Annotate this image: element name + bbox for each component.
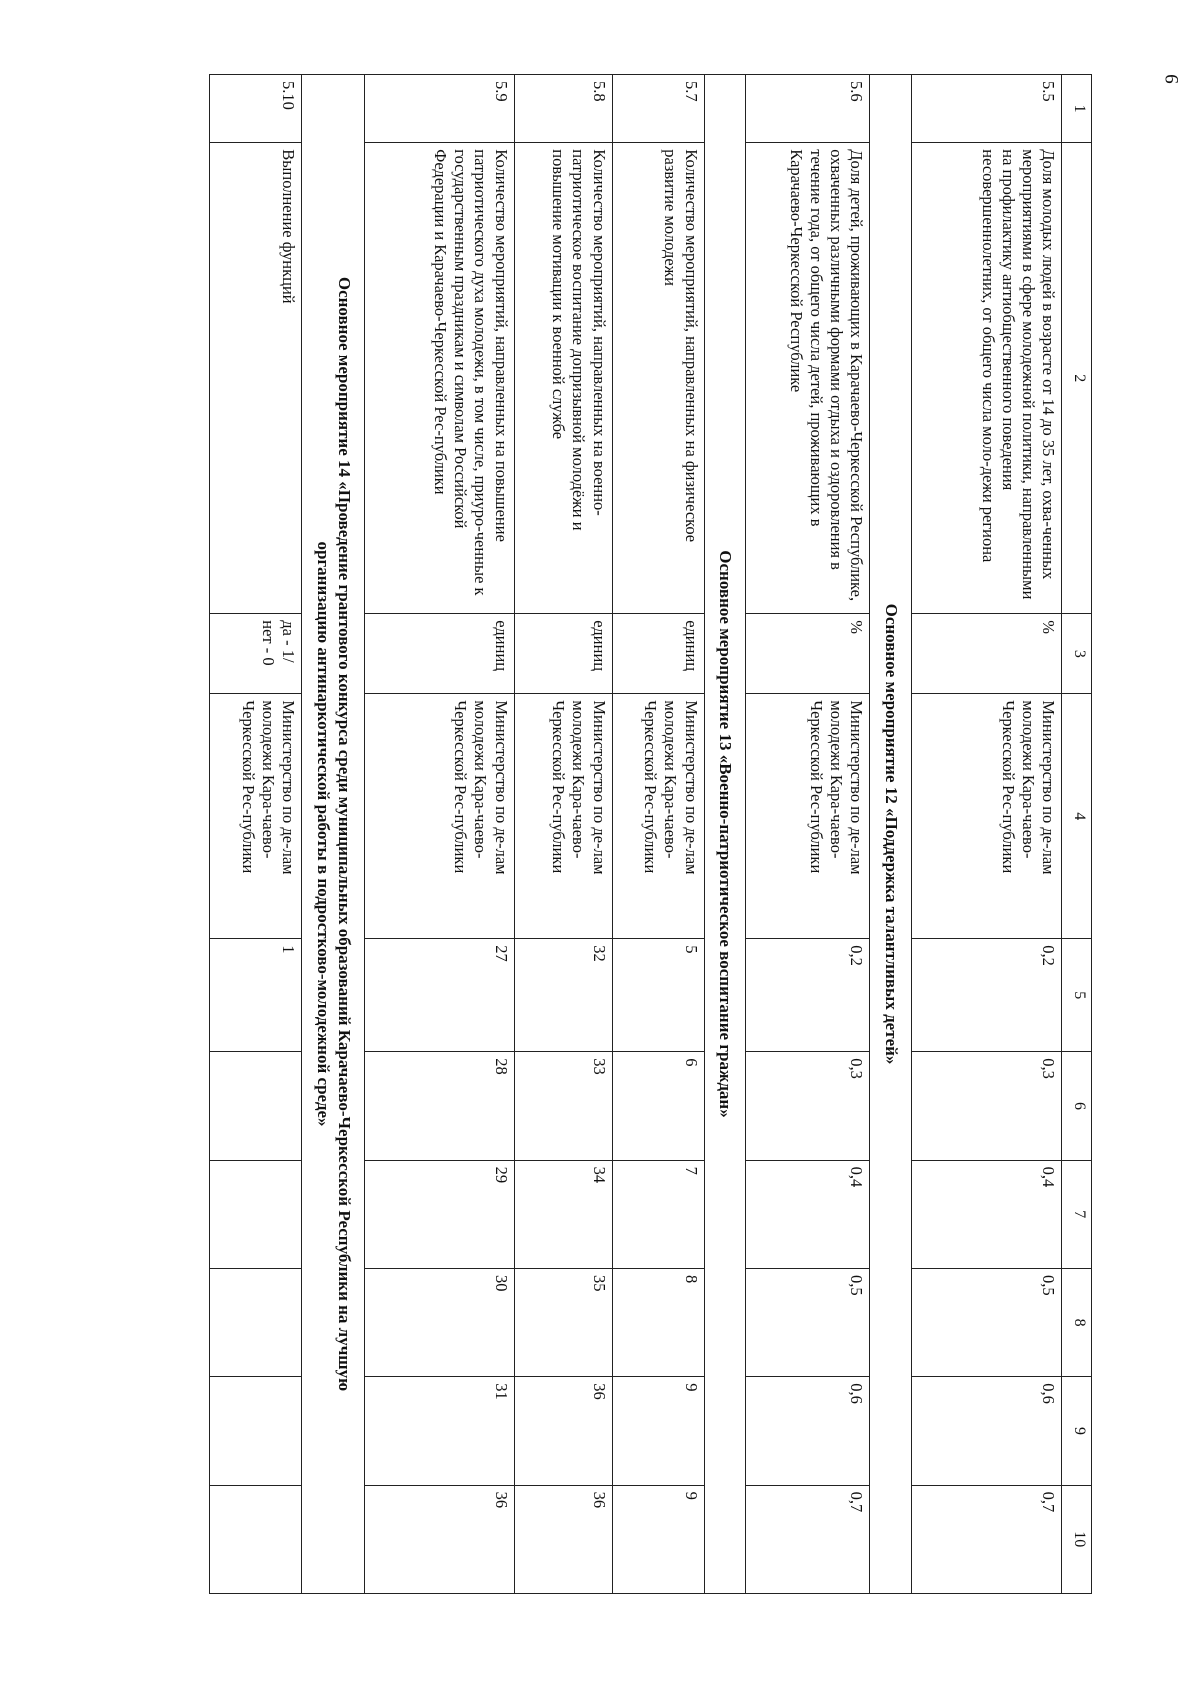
unit: да - 1/ нет - 0: [210, 614, 302, 694]
section-title: [870, 75, 912, 1594]
value-cell: 31: [364, 1377, 514, 1485]
value-cell: [210, 1268, 302, 1376]
column-header: 6: [1062, 1052, 1092, 1160]
indicator-name: Количество мероприятий, направленных на физическое развитие молодежи: [612, 143, 704, 614]
table-row: [746, 75, 870, 1594]
row-number: 5.5: [912, 75, 1062, 143]
value-cell: [210, 1485, 302, 1593]
value-cell: 0,2: [746, 939, 870, 1052]
section-row: [870, 75, 912, 1594]
unit: единиц: [612, 614, 704, 694]
unit: единиц: [364, 614, 514, 694]
value-cell: 8: [612, 1268, 704, 1376]
table-row: [514, 75, 612, 1594]
value-cell: 28: [364, 1052, 514, 1160]
unit: единиц: [514, 614, 612, 694]
value-cell: 9: [612, 1377, 704, 1485]
indicator-name: Доля молодых людей в возрасте от 14 до 35 лет, охва-ченных мероприятиями в сфере молодежной политики, направленными на профилактику антиобщественного поведения несовершеннолетних, от общего числа моло-дежи региона: [912, 143, 1062, 614]
row-number: 5.8: [514, 75, 612, 143]
value-cell: [210, 1377, 302, 1485]
value-cell: 33: [514, 1052, 612, 1160]
table-row: [210, 75, 302, 1594]
row-number: 5.10: [210, 75, 302, 143]
executor: Министерство по де-лам молодежи Кара-чаево-Черкесской Рес-публики: [612, 694, 704, 939]
unit: %: [746, 614, 870, 694]
executor: Министерство по де-лам молодежи Кара-чаево-Черкесской Рес-публики: [210, 694, 302, 939]
row-number: 5.6: [746, 75, 870, 143]
column-header: 8: [1062, 1268, 1092, 1376]
section-title-text: Основное мероприятие 13 «Военно-патриотическое воспитание граждан»: [716, 550, 736, 1118]
table-row: [364, 75, 514, 1594]
row-number: 5.7: [612, 75, 704, 143]
column-header: 9: [1062, 1377, 1092, 1485]
value-cell: [210, 1160, 302, 1268]
page-number: 9: [1161, 74, 1183, 84]
table-row: [612, 75, 704, 1594]
value-cell: 0,2: [912, 939, 1062, 1052]
value-cell: 29: [364, 1160, 514, 1268]
value-cell: 7: [612, 1160, 704, 1268]
column-header: 4: [1062, 694, 1092, 939]
value-cell: 36: [364, 1485, 514, 1593]
value-cell: 0,6: [746, 1377, 870, 1485]
executor: Министерство по де-лам молодежи Кара-чаево-Черкесской Рес-публики: [746, 694, 870, 939]
column-header: 2: [1062, 143, 1092, 614]
value-cell: 0,7: [746, 1485, 870, 1593]
column-header: 10: [1062, 1485, 1092, 1593]
value-cell: 36: [514, 1377, 612, 1485]
value-cell: [210, 1052, 302, 1160]
section-title: [704, 75, 746, 1594]
executor: Министерство по де-лам молодежи Кара-чаево-Черкесской Рес-публики: [514, 694, 612, 939]
row-number: 5.9: [364, 75, 514, 143]
column-header: 3: [1062, 614, 1092, 694]
table-row: [912, 75, 1062, 1594]
column-header: 7: [1062, 1160, 1092, 1268]
value-cell: 32: [514, 939, 612, 1052]
value-cell: 0,7: [912, 1485, 1062, 1593]
executor: Министерство по де-лам молодежи Кара-чаево-Черкесской Рес-публики: [912, 694, 1062, 939]
value-cell: 34: [514, 1160, 612, 1268]
value-cell: 9: [612, 1485, 704, 1593]
value-cell: 0,6: [912, 1377, 1062, 1485]
value-cell: 0,5: [746, 1268, 870, 1376]
indicator-name: Доля детей, проживающих в Карачаево-Черкесской Республике, охваченных различными формами отдыха и оздоровления в течение года, от общего числа детей, проживающих в Карачаево-Черкесской Республике: [746, 143, 870, 614]
value-cell: 5: [612, 939, 704, 1052]
column-header: 1: [1062, 75, 1092, 143]
indicator-name: Количество мероприятий, направленных на военно-патриотическое воспитание допризывной молодёжи и повышение мотивации к военной службе: [514, 143, 612, 614]
indicator-name: Выполнение функций: [210, 143, 302, 614]
value-cell: 6: [612, 1052, 704, 1160]
value-cell: 0,3: [912, 1052, 1062, 1160]
value-cell: 0,4: [746, 1160, 870, 1268]
section-title-text: Основное мероприятие 14 «Проведение грантового конкурса среди муниципальных образований Карачаево-Черкесской Республики на лучшую организацию антинаркотической работы в подростково-молодежной среде»: [313, 276, 354, 1392]
section-row: [704, 75, 746, 1594]
column-header: 5: [1062, 939, 1092, 1052]
section-title: [302, 75, 364, 1594]
indicator-name: Количество мероприятий, направленных на повышение патриотического духа молодежи, в том числе, приуро-ченные к государственным праздникам и символам Российской Федерации и Карачаево-Черкесской Рес-публики: [364, 143, 514, 614]
rotated-table-container: [90, 74, 1092, 1594]
indicators-table: [209, 74, 1092, 1594]
value-cell: 36: [514, 1485, 612, 1593]
value-cell: 0,5: [912, 1268, 1062, 1376]
section-title-text: Основное мероприятие 12 «Поддержка талантливых детей»: [882, 603, 901, 1065]
value-cell: 30: [364, 1268, 514, 1376]
value-cell: 0,3: [746, 1052, 870, 1160]
table-header-row: [1062, 75, 1092, 1594]
value-cell: 35: [514, 1268, 612, 1376]
value-cell: 27: [364, 939, 514, 1052]
executor: Министерство по де-лам молодежи Кара-чаево-Черкесской Рес-публики: [364, 694, 514, 939]
value-cell: 1: [210, 939, 302, 1052]
value-cell: 0,4: [912, 1160, 1062, 1268]
section-row: [302, 75, 364, 1594]
unit: %: [912, 614, 1062, 694]
